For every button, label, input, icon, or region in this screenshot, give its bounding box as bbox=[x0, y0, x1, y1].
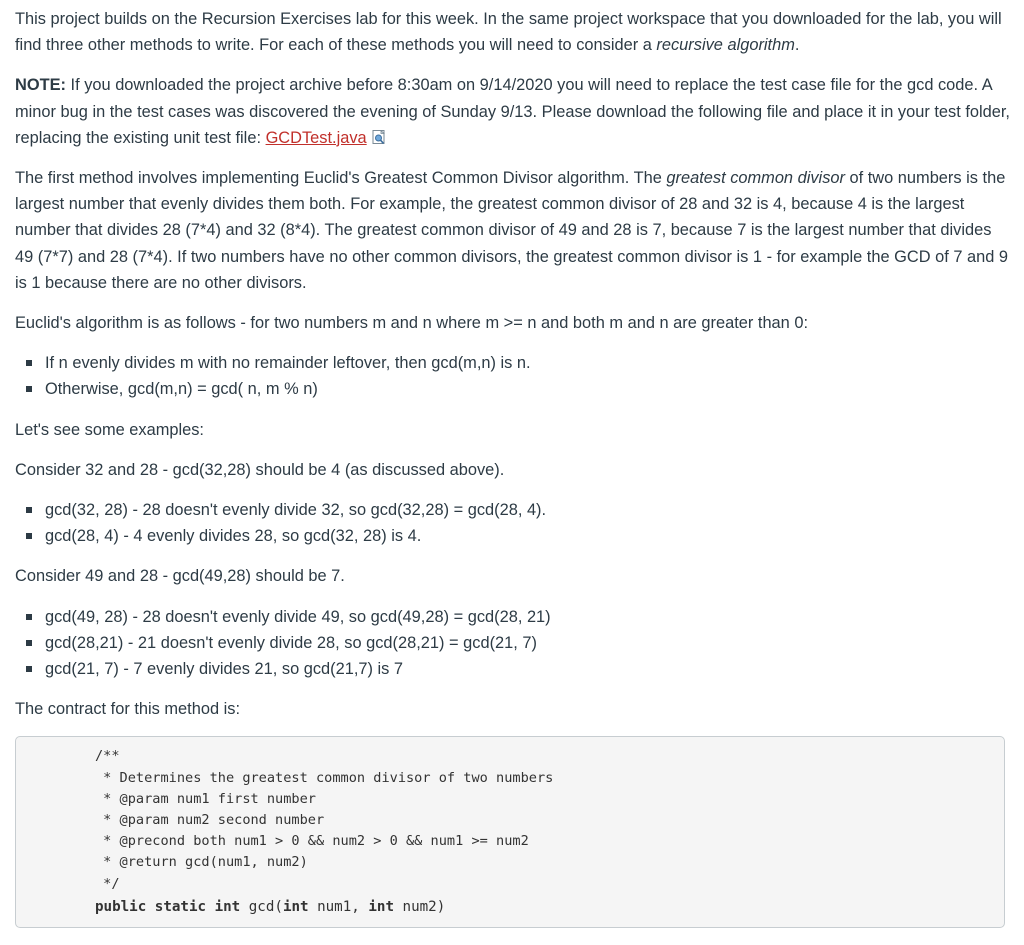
list-item: If n evenly divides m with no remainder leftover, then gcd(m,n) is n. bbox=[45, 350, 1010, 376]
contract-intro: The contract for this method is: bbox=[15, 700, 241, 719]
document-preview-icon[interactable] bbox=[372, 130, 386, 145]
list-item: gcd(49, 28) - 28 doesn't evenly divide 49, so gcd(49,28) = gcd(28, 21) bbox=[45, 604, 1010, 630]
note-paragraph: NOTE: If you downloaded the project archive before 8:30am on 9/14/2020 you will need to replace the test case file for the gcd code. A minor bug in the test cases was discovered the evening of Sunday 9/13. Please download the following file and place it in your test folder, replacing the existing unit test file: GCDTest.java bbox=[15, 76, 1010, 147]
algorithm-intro: Euclid's algorithm is as follows - for two numbers m and n where m >= n and both m and n are greater than 0: bbox=[15, 314, 809, 333]
note-label: NOTE: bbox=[15, 76, 66, 95]
example2-steps-list bbox=[15, 604, 1010, 683]
code-line: * @param num2 second number bbox=[95, 812, 325, 829]
example1-intro: Consider 32 and 28 - gcd(32,28) should be 4 (as discussed above). bbox=[15, 460, 505, 479]
gcd-term-emphasis: greatest common divisor bbox=[666, 169, 845, 188]
code-block bbox=[15, 736, 1005, 928]
example1-steps-list bbox=[15, 497, 1010, 549]
code-line: /** bbox=[95, 748, 120, 765]
algorithm-steps-list bbox=[15, 350, 1010, 402]
list-item: gcd(28,21) - 21 doesn't evenly divide 28, so gcd(28,21) = gcd(21, 7) bbox=[45, 630, 1010, 656]
list-item: gcd(28, 4) - 4 evenly divides 28, so gcd(32, 28) is 4. bbox=[45, 523, 1010, 549]
intro-paragraph: This project builds on the Recursion Exercises lab for this week. In the same project workspace that you downloaded for the lab, you will find three other methods to write. For each of these methods you will need to consider a recursive algorithm. bbox=[15, 10, 1002, 55]
examples-intro: Let's see some examples: bbox=[15, 420, 204, 439]
list-item: gcd(32, 28) - 28 doesn't evenly divide 32, so gcd(32,28) = gcd(28, 4). bbox=[45, 497, 1010, 523]
code-line: */ bbox=[95, 875, 120, 892]
code-line: * @return gcd(num1, num2) bbox=[95, 854, 308, 871]
gcdtest-file-link[interactable]: GCDTest.java bbox=[265, 128, 367, 147]
code-line: * @param num1 first number bbox=[95, 790, 316, 807]
gcd-explanation-paragraph: The first method involves implementing Euclid's Greatest Common Divisor algorithm. The greatest common divisor of two numbers is the largest number that evenly divides them both. For example, the greatest common divisor of 28 and 32 is 4, because 4 is the largest number that divides 28 (7*4) and 32 (8*4). The greatest common divisor of 49 and 28 is 7, because 7 is the largest number that divides 49 (7*7) and 28 (7*4). If two numbers have no other common divisors, the greatest common divisor is 1 - for example the GCD of 7 and 9 is 1 because there are no other divisors. bbox=[15, 169, 1009, 292]
example2-intro: Consider 49 and 28 - gcd(49,28) should be 7. bbox=[15, 567, 345, 586]
list-item: gcd(21, 7) - 7 evenly divides 21, so gcd(21,7) is 7 bbox=[45, 656, 1010, 682]
list-item: Otherwise, gcd(m,n) = gcd( n, m % n) bbox=[45, 376, 1010, 402]
code-line: * @precond both num1 > 0 && num2 > 0 && num1 >= num2 bbox=[95, 833, 529, 850]
code-line: * Determines the greatest common divisor of two numbers bbox=[95, 769, 554, 786]
recursive-algorithm-emphasis: recursive algorithm bbox=[656, 36, 795, 55]
method-signature: public static int gcd(int num1, int num2) bbox=[95, 898, 446, 915]
